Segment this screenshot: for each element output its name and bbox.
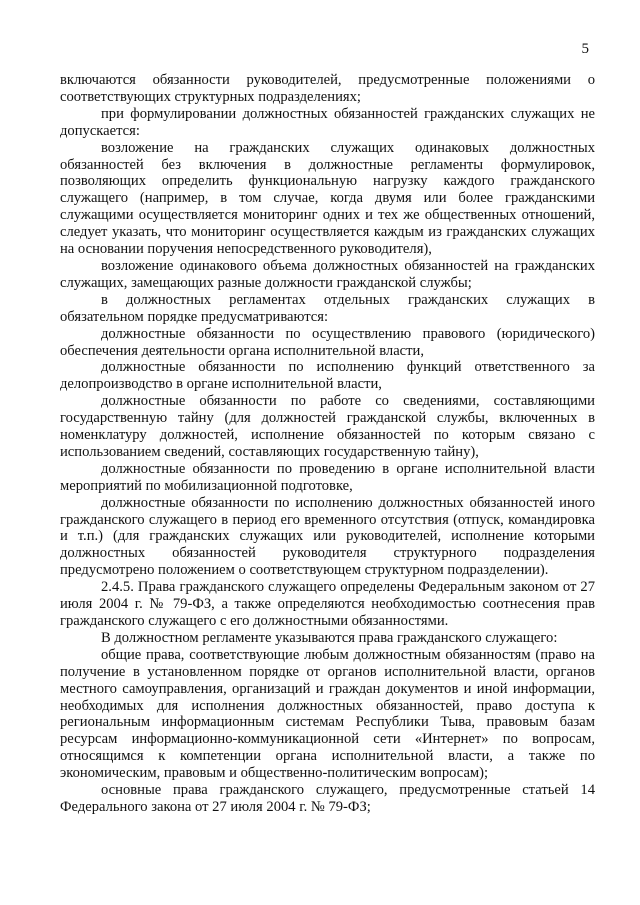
paragraph: возложение одинакового объема должностных обязанностей на гражданских служащих, замещающих разные должности гражданской службы; (60, 257, 595, 291)
paragraph: должностные обязанности по осуществлению правового (юридического) обеспечения деятельности органа исполнительной власти, (60, 325, 595, 359)
paragraph: должностные обязанности по исполнению функций ответственного за делопроизводство в органе исполнительной власти, (60, 359, 595, 393)
paragraph: основные права гражданского служащего, предусмотренные статьей 14 Федерального закона от 27 июля 2004 г. № 79-ФЗ; (60, 782, 595, 815)
paragraph: в должностных регламентах отдельных гражданских служащих в обязательном порядке предусматриваются: (60, 291, 595, 325)
paragraph: должностные обязанности по работе со сведениями, составляющими государственную тайну (для должностей гражданской службы, включенных в номенклатуру должностей, исполнение обязанностей по которым связано с использованием сведений, составляющих государственную тайну), (60, 393, 595, 460)
paragraph: при формулировании должностных обязанностей гражданских служащих не допускается: (60, 105, 595, 139)
paragraph: В должностном регламенте указываются права гражданского служащего: (101, 629, 558, 646)
paragraph: включаются обязанности руководителей, предусмотренные положениями о соответствующих структурных подразделениях; (60, 72, 595, 105)
paragraph: должностные обязанности по проведению в органе исполнительной власти мероприятий по мобилизационной подготовке, (60, 460, 595, 494)
document-body (60, 72, 595, 816)
paragraph: должностные обязанности по исполнению должностных обязанностей иного гражданского служащего в период его временного отсутствия (отпуск, командировка и т.п.) (для гражданских служащих или руководителей, исполнение которыми должностных обязанностей руководителя структурного подразделения предусмотрено положением о соответствующем структурном подразделении). (60, 494, 595, 579)
page-number: 5 (581, 41, 589, 57)
paragraph: 2.4.5. Права гражданского служащего определены Федеральным законом от 27 июля 2004 г. № 79-ФЗ, а также определяются необходимостью соотнесения прав гражданского служащего с его должностными обязанностями. (60, 579, 595, 629)
paragraph: общие права, соответствующие любым должностным обязанностям (право на получение в установленном порядке от органов исполнительной власти, органов местного самоуправления, организаций и граждан документов и иной информации, необходимых для исполнения должностных обязанностей, право доступа к региональным информационным системам Республики Тыва, правовым базам ресурсам информационно-коммуникационной сети «Интернет» по вопросам, относящимся к компетенции органа исполнительной власти, а также по экономическим, правовым и общественно-политическим вопросам); (60, 646, 595, 782)
paragraph: возложение на гражданских служащих одинаковых должностных обязанностей без включения в должностные регламенты формулировок, позволяющих определить функциональную нагрузку каждого гражданского служащего (например, в том случае, когда двумя или более гражданскими служащими осуществляется мониторинг одних и тех же общественных отношений, следует указать, что мониторинг осуществляется каждым из гражданских служащих на основании поручения непосредственного руководителя), (60, 139, 595, 258)
